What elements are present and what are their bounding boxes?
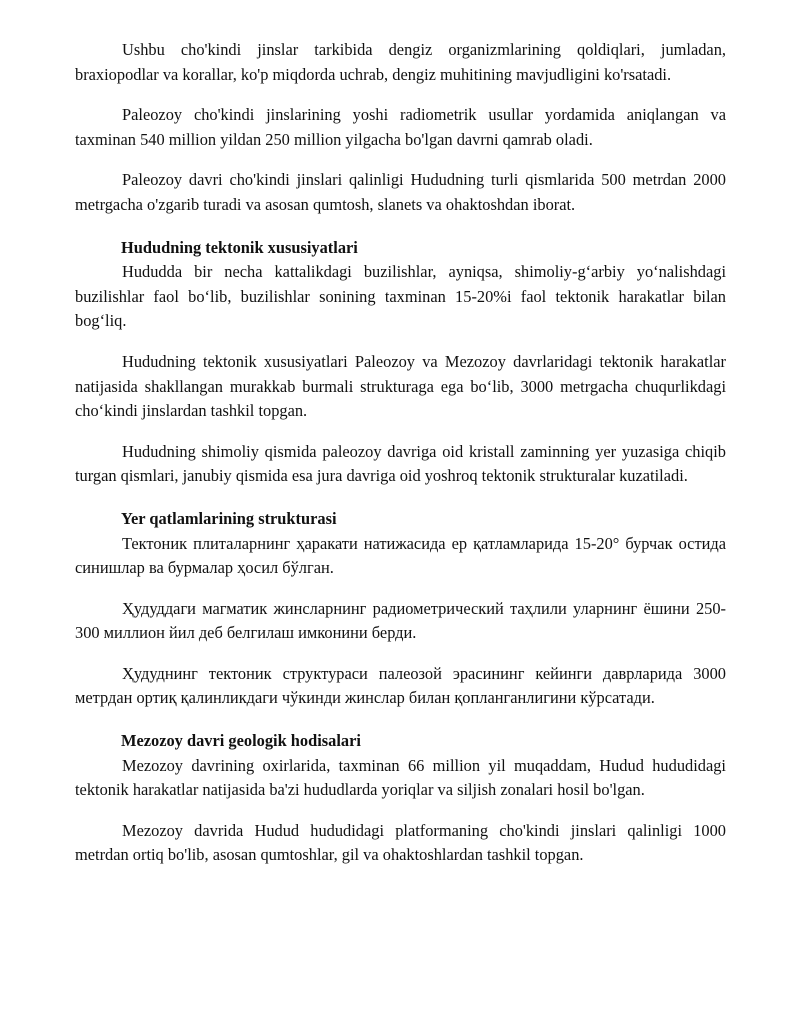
paragraph-plate-movement: Тектоник плиталарнинг ҳаракати натижасида ер қатламларида 15-20° бурчак остида синишлар ва бурмалар ҳосил бўлган. [75,533,726,578]
document-page [75,38,726,868]
heading-tectonic-features: Hududning tektonik xususiyatlari [121,237,358,257]
paragraph-folded-structure: Hududning tektonik xususiyatlari Paleozoy va Mezozoy davrlaridagi tektonik harakatlar natijasida shakllangan murakkab burmali strukturaga ega bo‘lib, 3000 metrgacha chuqurlikdagi cho‘kindi jinslardan tashkil topgan. [75,351,726,421]
paragraph-paleozoic-thickness: Paleozoy davri cho'kindi jinslari qalinligi Hududning turli qismlarida 500 metrdan 2000 metrgacha o'zgarib turadi va asosan qumtosh, slanets va ohaktoshdan iborat. [75,170,726,214]
paragraph-sediment-cover: Ҳудуднинг тектоник структураси палеозой эрасининг кейинги даврларида 3000 метрдан ортиқ қалинликдаги чўкинди жинслар билан қопланганлигини кўрсатади. [75,663,726,708]
paragraph-north-south: Hududning shimoliy qismida paleozoy davriga oid kristall zaminning yer yuzasiga chiqib turgan qismlari, janubiy qismida esa jura davriga oid yoshroq tektonik strukturalar kuzatiladi. [75,441,726,486]
paragraph-platform-thickness: Mezozoy davrida Hudud hududidagi platformaning cho'kindi jinslari qalinligi 1000 metrdan ortiq bo'lib, asosan qumtoshlar, gil va ohaktoshlardan tashkil topgan. [75,820,726,865]
paragraph-faults: Hududda bir necha kattalikdagi buzilishlar, ayniqsa, shimoliy-g‘arbiy yo‘nalishdagi buzilishlar faol bo‘lib, buzilishlar sonining taxminan 15-20%i faol tektonik harakatlar bilan bog‘liq. [75,262,726,331]
paragraph-radiometric-age: Paleozoy cho'kindi jinslarining yoshi radiometrik usullar yordamida aniqlangan va taxminan 540 million yildan 250 million yilgacha bo'lgan davrni qamrab oladi. [75,105,726,149]
heading-mesozoic-events: Mezozoy davri geologik hodisalari [121,731,361,751]
paragraph-magmatic-age: Ҳудуддаги магматик жинсларнинг радиометрический таҳлили уларнинг ёшини 250-300 миллион йил деб белгилаш имконини берди. [75,598,726,643]
paragraph-late-mesozoic: Mezozoy davrining oxirlarida, taxminan 66 million yil muqaddam, Hudud hududidagi tektonik harakatlar natijasida ba'zi hududlarda yoriqlar va siljish zonalari hosil bo'lgan. [75,755,726,800]
paragraph-marine-fossils: Ushbu cho'kindi jinslar tarkibida dengiz organizmlarining qoldiqlari, jumladan, braxiopodlar va korallar, ko'p miqdorda uchrab, dengiz muhitining mavjudligini ko'rsatadi. [75,40,726,84]
heading-layer-structure: Yer qatlamlarining strukturasi [121,508,337,528]
